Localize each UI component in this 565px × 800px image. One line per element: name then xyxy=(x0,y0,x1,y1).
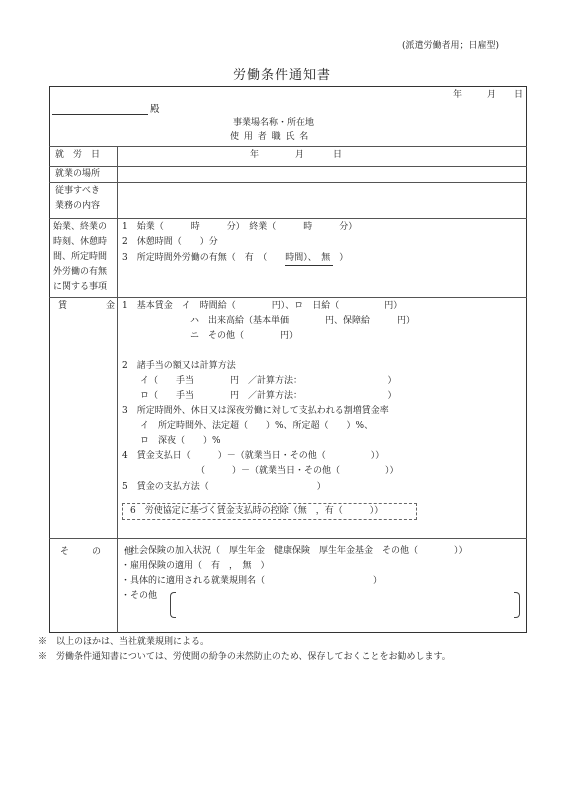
footnote-2: ※ 労働条件通知書については、労使間の紛争の未然防止のため、保存しておくことをお勧めします。 xyxy=(38,652,451,662)
issue-date-day: 日 xyxy=(514,90,524,100)
issue-date-month: 月 xyxy=(487,90,497,100)
wage-basic: 1 基本賃金 イ 時間給（ 円）、ロ 日給（ 円） xyxy=(122,301,403,311)
hours-label-line4: 外労働の有無 xyxy=(53,267,108,277)
other-notes-label: ・その他 xyxy=(121,591,158,601)
hours-label-line5: に関する事項 xyxy=(53,282,108,292)
premium-night: ロ 深夜（ ）% xyxy=(140,436,221,446)
hours-overtime: 3 所定時間外労働の有無（ 有 （ 時間）、 無 ） xyxy=(122,253,349,263)
document-title: 労働条件通知書 xyxy=(233,68,332,83)
hours-label-line3: 間、所定時間 xyxy=(53,252,108,262)
work-date-label: 就 労 日 xyxy=(55,150,101,160)
wages-label: 賃 金 xyxy=(58,301,123,311)
document-type-note: (派遣労働者用；日雇型) xyxy=(402,41,500,51)
pay-method: 5 賃金の支払方法（ ） xyxy=(122,482,326,492)
duties-label-line1: 従事すべき xyxy=(55,186,100,196)
recipient-suffix: 殿 xyxy=(150,104,160,115)
pay-day-1: 4 賃金支払日（ ）－（就業当日・その他（ ）） xyxy=(122,451,385,461)
hours-start-end: 1 始業（ 時 分） 終業（ 時 分） xyxy=(122,222,358,232)
work-rules-name: ・具体的に適用される就業規則名（ ） xyxy=(121,576,383,586)
hours-label-line1: 始業、終業の xyxy=(53,222,108,232)
other-label: そ の 他 xyxy=(60,547,141,557)
recipient-name-line xyxy=(52,114,148,115)
work-date-day: 日 xyxy=(333,150,343,160)
premium-rate-heading: 3 所定時間外、休日又は深夜労働に対して支払われる割増賃金率 xyxy=(122,406,389,416)
employment-insurance: ・雇用保険の適用（ 有 ， 無 ） xyxy=(121,561,270,571)
wage-other: ニ その他（ 円） xyxy=(190,331,299,341)
notes-bracket-left xyxy=(170,592,176,618)
overtime-hours-underline xyxy=(285,265,333,266)
wage-piece-rate: ハ 出来高給（基本単価 円、保障給 円） xyxy=(190,316,416,326)
employer-place-label: 事業場名称・所在地 xyxy=(233,118,315,128)
allowance-i: イ（ 手当 円 ／計算方法： ） xyxy=(140,376,397,386)
hours-label-line2: 時刻、休憩時 xyxy=(53,237,108,247)
issue-date-year: 年 xyxy=(453,90,463,100)
premium-overtime: イ 所定時間外、法定超（ ）%、所定超（ ）%、 xyxy=(140,421,374,431)
notes-bracket-right xyxy=(514,592,520,618)
employer-name-label: 使 用 者 職 氏 名 xyxy=(230,132,310,142)
footnote-1: ※ 以上のほかは、当社就業規則による。 xyxy=(38,637,210,647)
workplace-label: 就業の場所 xyxy=(55,169,101,179)
hours-break: 2 休憩時間（ ）分 xyxy=(122,237,218,247)
duties-label-line2: 業務の内容 xyxy=(55,201,101,211)
social-insurance: ・社会保険の加入状況（ 厚生年金 健康保険 厚生年金基金 その他（ ）） xyxy=(121,546,468,556)
allowance-ro: ロ（ 手当 円 ／計算方法： ） xyxy=(140,391,397,401)
pay-day-2: （ ）－（就業当日・その他（ ）） xyxy=(196,466,399,476)
work-date-year: 年 xyxy=(250,150,260,160)
work-date-month: 月 xyxy=(295,150,305,160)
allowances-heading: 2 諸手当の額又は計算方法 xyxy=(122,361,236,371)
deduction-text: 6 労使協定に基づく賃金支払時の控除（無 ，有（ ）） xyxy=(130,506,384,516)
